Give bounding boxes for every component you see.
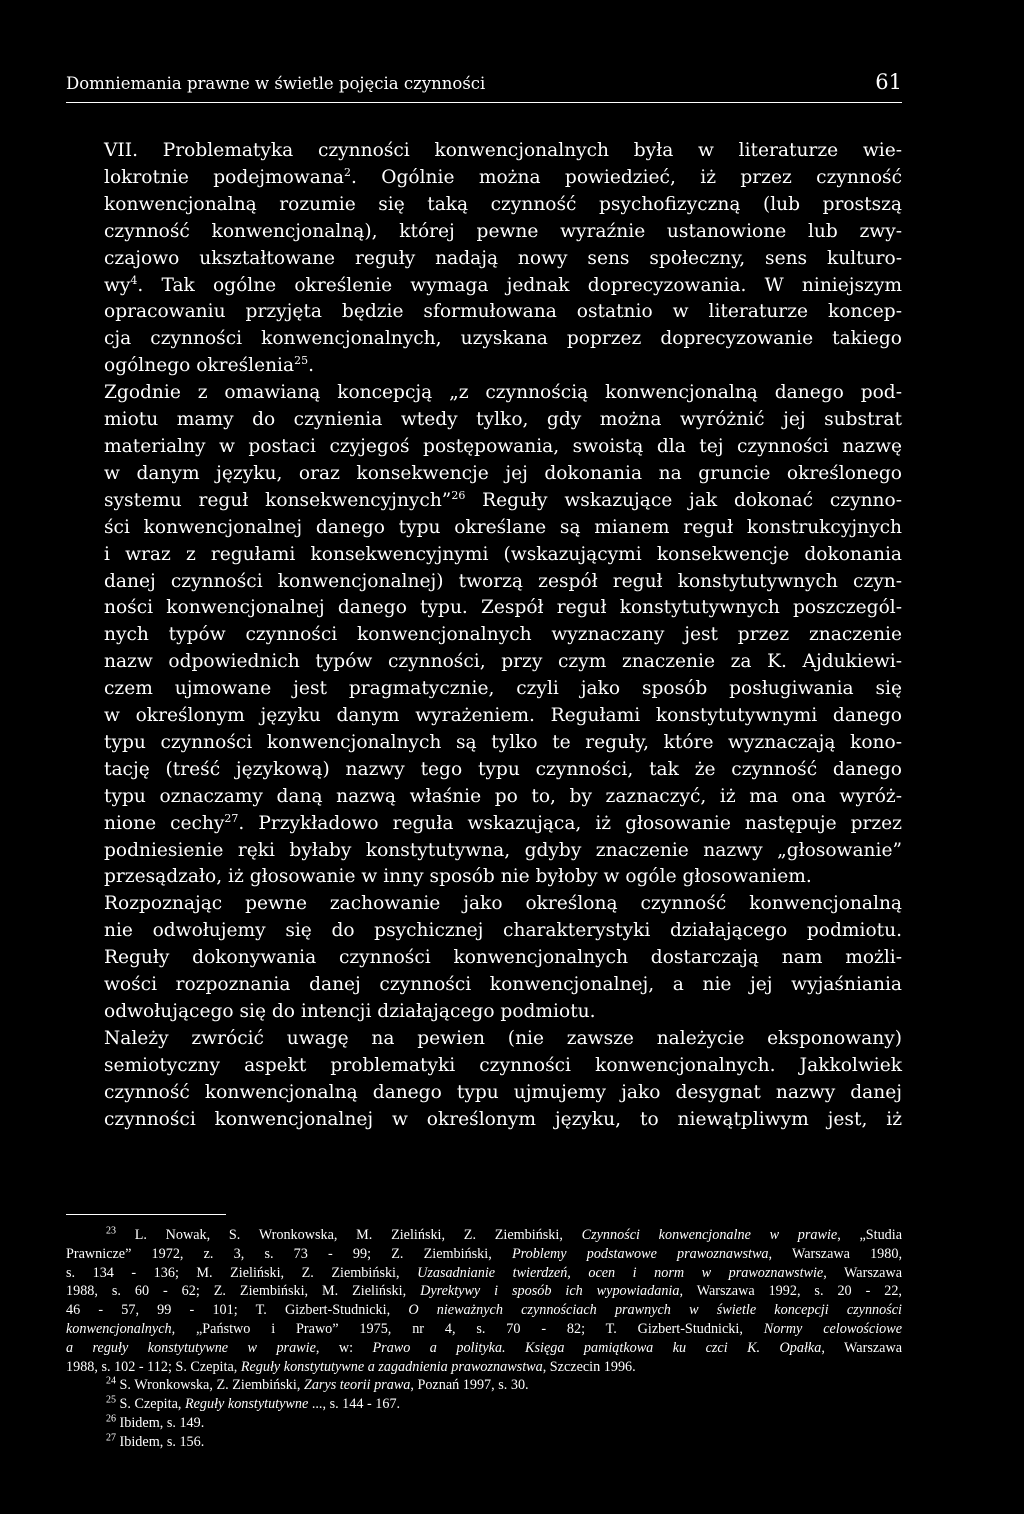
text-line: opracowaniu przyjęta będzie sformułowana ostatnio w literaturze koncep- xyxy=(104,301,902,323)
footnote-ref-26[interactable]: 26 xyxy=(451,488,466,502)
text-line: ogólnego określenia$^{25}$. xyxy=(104,354,314,377)
footnote-23 xyxy=(66,1226,902,1376)
text-line: tację (treść językową) nazwy tego typu czynności, tak że czynność danego xyxy=(104,758,902,780)
paragraph-4 xyxy=(66,1026,902,1134)
footnote-ref-4[interactable]: 4 xyxy=(130,273,138,287)
text-line: w określonym języku danym wyrażeniem. Regułami konstytutywnymi danego xyxy=(104,705,902,727)
footnote-ref-25[interactable]: 25 xyxy=(294,354,309,368)
footnote-24: $^{24}$ S. Wronkowska, Z. Ziembiński, Zarys teorii prawa, Poznań 1997, s. 30. xyxy=(106,1375,529,1394)
footnote-line: Prawnicze” 1972, z. 3, s. 73 - 99; Z. Ziembiński, Problemy podstawowe prawoznawstwa, Warszawa 1980, xyxy=(66,1245,902,1262)
text-line: i wraz z regułami konsekwencyjnymi (wskazującymi konsekwencje dokonania xyxy=(104,543,902,565)
footnote-25: $^{25}$ S. Czepita, Reguły konstytutywne ..., s. 144 - 167. xyxy=(106,1394,401,1413)
footnote-26: $^{26}$ Ibidem, s. 149. xyxy=(106,1413,205,1431)
text-line: nych typów czynności konwencjonalnych wyznaczany jest przez znaczenie xyxy=(104,624,902,646)
text-line: semiotyczny aspekt problematyki czynności konwencjonalnych. Jakkolwiek xyxy=(104,1054,902,1076)
text-line: $wy^4$. Tak ogólne określenie wymaga jednak doprecyzowania. W niniejszym xyxy=(104,273,902,296)
footnote-line: a reguły konstytutywne w prawie, w: Prawo a polityka. Księga pamiątkowa ku czci K. Opałka, Warszawa xyxy=(66,1339,902,1356)
text-line: nione cechy$^{27}$. Przykładowo reguła wskazująca, iż głosowanie następuje przez xyxy=(104,811,902,834)
text-line: cja czynności konwencjonalnych, uzyskana poprzez doprecyzowanie takiego xyxy=(104,328,902,350)
text-line: w danym języku, oraz konsekwencje jej dokonania na gruncie określonego xyxy=(104,462,902,484)
text-line: odwołującego się do intencji działającego podmiotu. xyxy=(104,1001,596,1022)
footnote-line: s. 134 - 136; M. Zieliński, Z. Ziembiński, Uzasadnianie twierdzeń, ocen i norm w prawoznawstwie, Warszawa xyxy=(66,1264,902,1281)
footnotes xyxy=(66,1226,902,1452)
footnote-line: 1988, s. 60 - 62; Z. Ziembiński, M. Zieliński, Dyrektywy i sposób ich wypowiadania, Warszawa 1992, s. 20 - 22, xyxy=(66,1283,902,1300)
footnote-divider xyxy=(66,1214,226,1215)
text-line: czynności konwencjonalnej w określonym języku, to niewątpliwym jest, iż xyxy=(104,1108,902,1130)
paragraph-1 xyxy=(66,138,902,380)
paragraph-2 xyxy=(66,380,902,891)
footnote-27: $^{27}$ Ibidem, s. 156. xyxy=(106,1432,205,1450)
text-line: nie odwołujemy się do psychicznej charakterystyki działającego podmiotu. xyxy=(104,920,902,942)
text-line: danej czynności konwencjonalnej) tworzą zespół reguł konstytutywnych czyn- xyxy=(104,570,902,592)
text-line: czynność konwencjonalną), której pewne wyraźnie ustanowione lub zwy- xyxy=(104,220,902,242)
header-divider xyxy=(66,102,902,103)
text-line: typu czynności konwencjonalnych są tylko te reguły, które wyznaczają kono- xyxy=(104,731,902,753)
text-line: lokrotnie podejmowana$^2$. Ogólnie można powiedzieć, iż przez czynność xyxy=(104,165,902,188)
footnote-line: $^{23}$ L. Nowak, S. Wronkowska, M. Zieliński, Z. Ziembiński, Czynności konwencjonalne w prawie, „Studia xyxy=(106,1225,903,1243)
text-line: ności konwencjonalnej danego typu. Zespół reguł konstytutywnych poszczegól- xyxy=(104,597,902,619)
footnote-ref-2[interactable]: 2 xyxy=(343,165,351,179)
text-line: czem ujmowane jest pragmatycznie, czyli jako sposób posługiwania się xyxy=(104,678,902,700)
text-line: Zgodnie z omawianą koncepcją „z czynnością konwencjonalną danego pod- xyxy=(104,382,902,404)
footnote-line: konwencjonalnych, „Państwo i Prawo” 1975, nr 4, s. 70 - 82; T. Gizbert-Studnicki, Normy celowościowe xyxy=(66,1320,903,1337)
body-text xyxy=(66,138,902,1134)
text-line: czajowo ukształtowane reguły nadają nowy sens społeczny, sens kulturo- xyxy=(104,247,902,269)
running-header xyxy=(66,70,902,94)
text-line: konwencjonalną rozumie się taką czynność psychofizyczną (lub prostszą xyxy=(104,193,902,215)
text-line: czynność konwencjonalną danego typu ujmujemy jako desygnat nazwy danej xyxy=(104,1081,902,1103)
text-line: wości rozpoznania danej czynności konwencjonalnej, a nie jej wyjaśniania xyxy=(104,974,902,996)
footnote-line: 46 - 57, 99 - 101; T. Gizbert-Studnicki, O nieważnych czynnościach prawnych w świetle koncepcji czynności xyxy=(66,1302,902,1319)
text-line: Rozpoznając pewne zachowanie jako określoną czynność konwencjonalną xyxy=(104,893,902,915)
text-line: nazw odpowiednich typów czynności, przy czym znaczenie za K. Ajdukiewi- xyxy=(104,651,902,673)
text-line: ści konwencjonalnej danego typu określane są mianem reguł konstrukcyjnych xyxy=(104,516,902,538)
footnote-line: 1988, s. 102 - 112; S. Czepita, Reguły konstytutywne a zagadnienia prawoznawstwa, Szczecin 1996. xyxy=(66,1358,636,1375)
text-line: Należy zwrócić uwagę na pewien (nie zawsze należycie eksponowany) xyxy=(104,1027,902,1049)
running-title: Domniemania prawne w świetle pojęcia czynności xyxy=(66,74,486,93)
footnote-ref-27[interactable]: 27 xyxy=(224,811,239,825)
text-line: przesądzało, iż głosowanie w inny sposób nie byłoby w ogóle głosowaniem. xyxy=(104,866,812,888)
text-line: typu oznaczamy daną nazwą właśnie po to, by zaznaczyć, iż ma ona wyróż- xyxy=(104,785,902,807)
paragraph-3 xyxy=(66,891,902,1026)
page-number: 61 xyxy=(875,70,902,94)
text-line: podniesienie ręki byłaby konstytutywna, gdyby znaczenie nazwy „głosowanie” xyxy=(104,839,902,861)
text-line: materialny w postaci czyjegoś postępowania, swoistą dla tej czynności nazwę xyxy=(104,435,902,457)
text-line: VII. Problematyka czynności konwencjonalnych była w literaturze wie- xyxy=(104,140,902,161)
text-line: systemu reguł konsekwencyjnych”$^{26}$ Reguły wskazujące jak dokonać czynno- xyxy=(104,488,902,511)
text-line: Reguły dokonywania czynności konwencjonalnych dostarczają nam możli- xyxy=(104,947,902,969)
text-line: miotu mamy do czynienia wtedy tylko, gdy można wyróżnić jej substrat xyxy=(104,409,902,431)
